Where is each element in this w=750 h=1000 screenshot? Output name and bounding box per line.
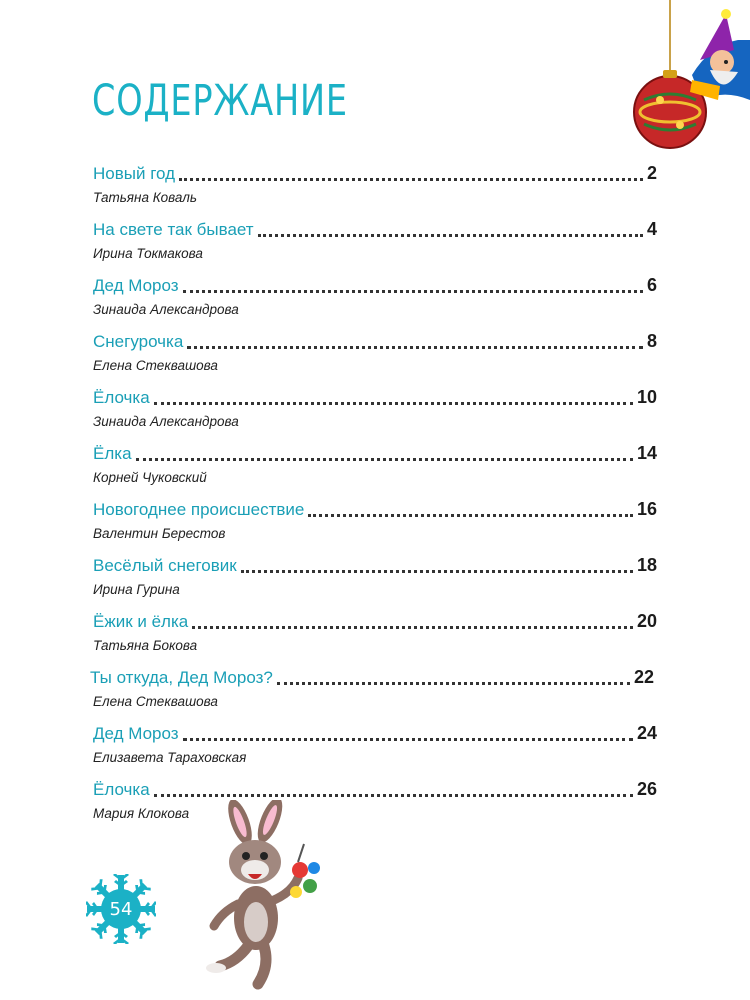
toc-entry[interactable] <box>93 160 657 210</box>
toc-entry-author: Елена Стеквашова <box>93 358 218 373</box>
toc-entry-author: Мария Клокова <box>93 806 190 821</box>
toc-dot-leader <box>154 402 633 405</box>
toc-entry[interactable] <box>93 440 657 490</box>
toc-dot-leader <box>192 626 633 629</box>
toc-entry-title[interactable]: Ёлочка <box>93 388 150 407</box>
toc-entry[interactable] <box>93 328 657 378</box>
toc-dot-leader <box>241 570 633 573</box>
toc-entry[interactable] <box>93 776 657 826</box>
dancing-bunny-illustration <box>200 800 330 990</box>
toc-page-number: 22 <box>633 667 654 687</box>
toc-entry[interactable] <box>93 608 657 658</box>
toc-page-number: 20 <box>636 611 657 631</box>
toc-page-number: 18 <box>636 555 657 575</box>
toc-entry-author: Ирина Токмакова <box>93 246 203 261</box>
toc-dot-leader <box>183 290 643 293</box>
toc-dot-leader <box>179 178 643 181</box>
toc-entry-title[interactable]: Дед Мороз <box>93 724 179 743</box>
toc-page-number: 16 <box>636 499 657 519</box>
toc-dot-leader <box>277 682 630 685</box>
christmas-ornament-gnome-illustration <box>630 0 750 150</box>
toc-page-number: 10 <box>636 387 657 407</box>
toc-entry-title[interactable]: Дед Мороз <box>93 276 179 295</box>
page-number: 54 <box>109 898 133 920</box>
toc-entry-title[interactable]: Ёлочка <box>93 780 150 799</box>
toc-dot-leader <box>187 346 643 349</box>
toc-entry-author: Ирина Гурина <box>93 582 180 597</box>
toc-entry-author: Зинаида Александрова <box>93 414 239 429</box>
toc-entry-title[interactable]: Весёлый снеговик <box>93 556 237 575</box>
toc-dot-leader <box>136 458 633 461</box>
toc-dot-leader <box>308 514 633 517</box>
toc-dot-leader <box>258 234 643 237</box>
toc-entry-author: Корней Чуковский <box>93 470 207 485</box>
toc-entry-title[interactable]: Новый год <box>93 164 176 183</box>
toc-page-number: 4 <box>646 219 657 239</box>
toc-entry-title[interactable]: Новогоднее происшествие <box>93 500 305 519</box>
toc-page-number: 24 <box>636 723 657 743</box>
toc-entry[interactable] <box>93 552 657 602</box>
toc-entry-title[interactable]: Ёжик и ёлка <box>93 612 189 631</box>
toc-entry[interactable] <box>90 664 654 714</box>
toc-entry-title[interactable]: На свете так бывает <box>93 220 254 239</box>
toc-entry-author: Валентин Берестов <box>93 526 226 541</box>
toc-entry-title[interactable]: Ты откуда, Дед Мороз? <box>90 668 273 687</box>
toc-entry[interactable] <box>93 216 657 266</box>
toc-entry-author: Елена Стеквашова <box>93 694 218 709</box>
toc-page-number: 6 <box>646 275 657 295</box>
toc-page-number: 8 <box>646 331 657 351</box>
toc-dot-leader <box>154 794 633 797</box>
toc-dot-leader <box>183 738 633 741</box>
toc-entry-author: Зинаида Александрова <box>93 302 239 317</box>
toc-entry-author: Татьяна Бокова <box>93 638 198 653</box>
toc-entry[interactable] <box>93 384 657 434</box>
toc-entry-author: Татьяна Коваль <box>93 190 197 205</box>
toc-entry-author: Елизавета Тараховская <box>93 750 247 765</box>
page-title: СОДЕРЖАНИЕ <box>92 76 348 126</box>
toc-page-number: 26 <box>636 779 657 799</box>
toc-page-number: 2 <box>646 163 657 183</box>
toc-entry[interactable] <box>93 720 657 770</box>
toc-entry-title[interactable]: Снегурочка <box>93 332 184 351</box>
toc-page-number: 14 <box>636 443 657 463</box>
toc-entry[interactable] <box>93 496 657 546</box>
toc-entry[interactable] <box>93 272 657 322</box>
toc-entry-title[interactable]: Ёлка <box>93 444 132 463</box>
